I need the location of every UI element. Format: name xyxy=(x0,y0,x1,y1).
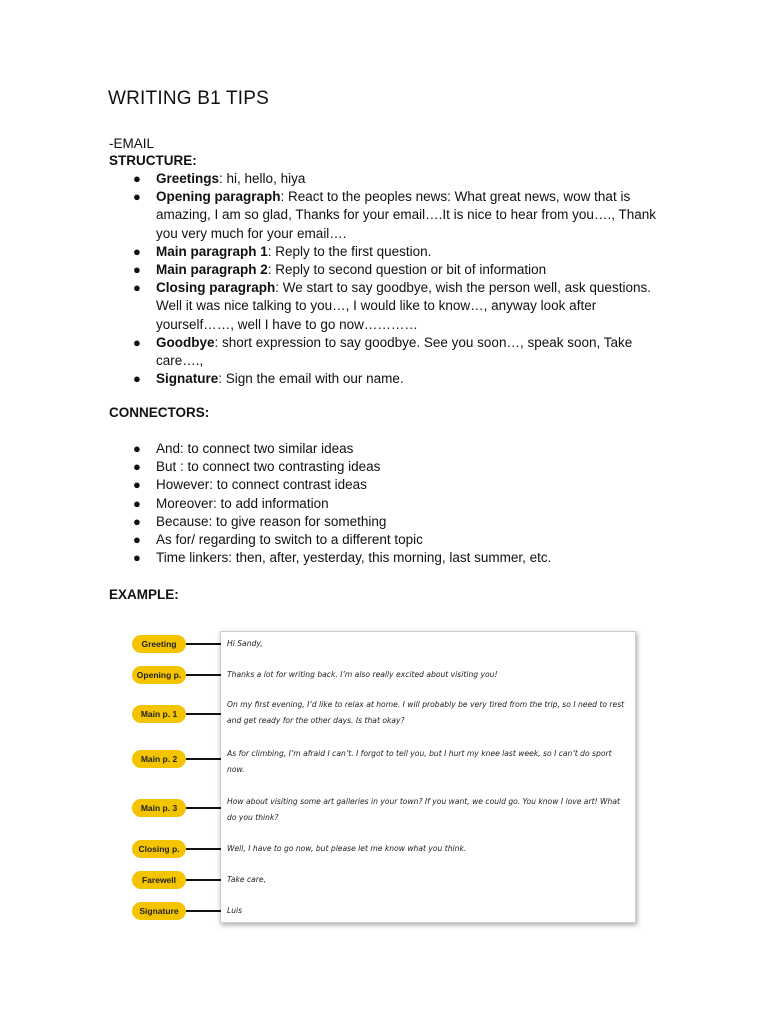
bullet-icon: ● xyxy=(133,550,141,566)
item-term: Opening paragraph xyxy=(156,189,281,205)
structure-item xyxy=(109,334,669,370)
connectors-list xyxy=(109,440,669,567)
connector-text: Because: to give reason for something xyxy=(156,513,387,529)
email-example-figure xyxy=(120,622,650,930)
bullet-icon: ● xyxy=(133,532,141,548)
tag-main-1: Main p. 1 xyxy=(132,705,186,723)
connector-text: And: to connect two similar ideas xyxy=(156,441,354,456)
connector-line xyxy=(186,758,221,760)
email-opening: Thanks a lot for writing back. I’m also really excited about visiting you! xyxy=(227,670,498,679)
connector-text: Time linkers: then, after, yesterday, this morning, last summer, etc. xyxy=(156,550,552,566)
item-term: Signature xyxy=(156,371,219,387)
item-text: : Reply to the first question. xyxy=(267,243,432,259)
bullet-icon: ● xyxy=(133,477,141,493)
item-term: Main paragraph 1 xyxy=(156,243,268,259)
connector-text: But : to connect two contrasting ideas xyxy=(156,459,381,475)
bullet-icon: ● xyxy=(133,243,141,259)
structure-item xyxy=(109,188,669,243)
bullet-icon: ● xyxy=(133,371,141,387)
email-main-2: As for climbing, I’m afraid I can’t. I forgot to tell you, but I hurt my knee last week, so I can’t do sport now. xyxy=(227,749,612,774)
bullet-icon: ● xyxy=(133,171,141,186)
structure-item xyxy=(109,243,669,261)
item-term: Greetings xyxy=(156,171,220,186)
tag-farewell: Farewell xyxy=(132,871,186,889)
bullet-icon: ● xyxy=(133,441,141,456)
bullet-icon: ● xyxy=(133,262,141,278)
item-term: Closing paragraph xyxy=(156,280,276,296)
structure-heading: STRUCTURE: xyxy=(109,153,197,168)
connector-line xyxy=(186,807,221,809)
connector-item xyxy=(109,549,669,567)
page-title: WRITING B1 TIPS xyxy=(108,88,270,109)
email-main-3: How about visiting some art galleries in your town? If you want, we could go. You know I love art! What do you think? xyxy=(227,797,620,822)
bullet-icon: ● xyxy=(133,459,141,475)
tag-main-2: Main p. 2 xyxy=(132,750,186,768)
item-term: Goodbye xyxy=(156,334,215,350)
bullet-icon: ● xyxy=(133,189,141,205)
tag-opening: Opening p. xyxy=(132,666,186,684)
tag-closing: Closing p. xyxy=(132,840,186,858)
item-text: : React to the peoples news: What great news, wow that is amazing, I am so glad, Thanks for your email….It is nice to hear from you…., Thank you very much for your email…. xyxy=(156,189,656,241)
item-text: : hi, hello, hiya xyxy=(219,171,306,186)
email-main-1: On my first evening, I’d like to relax at home. I will probably be very tired from the trip, so I need to rest and get ready for the other days. Is that okay? xyxy=(227,700,625,725)
email-farewell: Take care, xyxy=(227,875,267,884)
item-text: : Sign the email with our name. xyxy=(218,371,404,387)
subtitle: -EMAIL xyxy=(109,136,155,151)
email-greeting: Hi Sandy, xyxy=(227,639,263,648)
example-heading: EXAMPLE: xyxy=(109,587,179,602)
connector-text: Moreover: to add information xyxy=(156,495,329,511)
structure-item xyxy=(109,261,669,279)
connector-line xyxy=(186,910,221,912)
bullet-icon: ● xyxy=(133,513,141,529)
connector-line xyxy=(186,848,221,850)
connector-line xyxy=(186,674,221,676)
connector-item xyxy=(109,531,669,549)
email-signature: Luis xyxy=(227,906,243,915)
connector-item xyxy=(109,495,669,513)
connector-line xyxy=(186,713,221,715)
structure-item xyxy=(109,279,669,334)
structure-item xyxy=(109,370,669,388)
structure-list xyxy=(109,170,669,388)
connector-item xyxy=(109,513,669,531)
connector-line xyxy=(186,879,221,881)
connector-text: As for/ regarding to switch to a different topic xyxy=(156,532,423,548)
bullet-icon: ● xyxy=(133,334,141,350)
connector-item xyxy=(109,458,669,476)
tag-greeting: Greeting xyxy=(132,635,186,653)
item-text: : We start to say goodbye, wish the person well, ask questions. Well it was nice talking to you…, I would like to know…, anyway look after yourself……, well I have to go now………… xyxy=(156,280,651,332)
connector-item xyxy=(109,440,669,458)
bullet-icon: ● xyxy=(133,280,141,296)
connectors-heading: CONNECTORS: xyxy=(109,405,210,420)
email-closing: Well, I have to go now, but please let me know what you think. xyxy=(227,844,467,853)
tag-main-3: Main p. 3 xyxy=(132,799,186,817)
item-text: : Reply to second question or bit of information xyxy=(267,262,547,278)
connector-line xyxy=(186,643,221,645)
connector-item xyxy=(109,476,669,494)
structure-item xyxy=(109,170,669,188)
item-text: : short expression to say goodbye. See you soon…, speak soon, Take care…., xyxy=(156,334,633,369)
tag-signature: Signature xyxy=(132,902,186,920)
connector-text: However: to connect contrast ideas xyxy=(156,477,367,493)
item-term: Main paragraph 2 xyxy=(156,262,268,278)
bullet-icon: ● xyxy=(133,495,141,511)
